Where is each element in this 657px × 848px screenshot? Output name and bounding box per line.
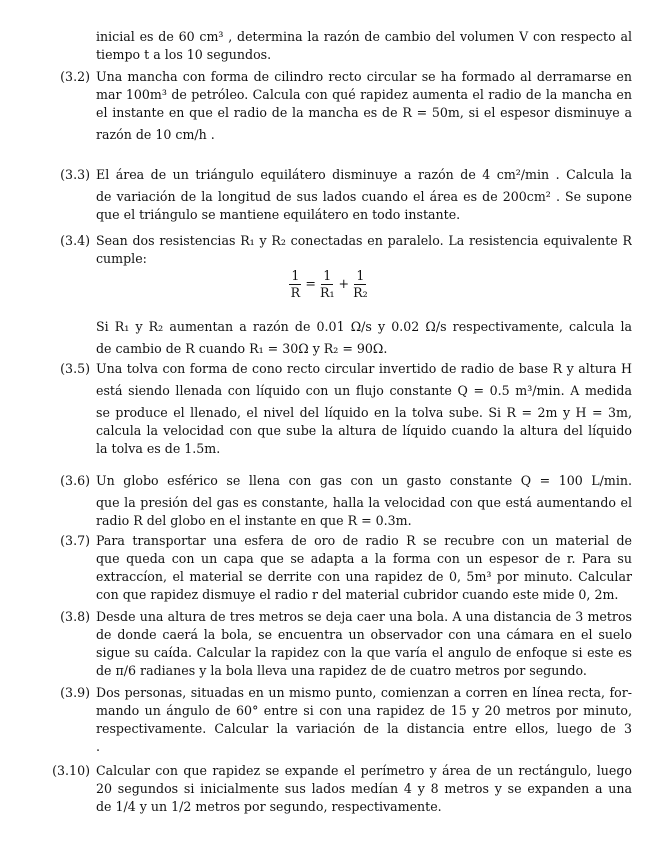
problem-number: (3.10) bbox=[52, 763, 90, 778]
text-line: Una mancha con forma de cilindro recto circular se ha formado al derramarse en bbox=[96, 69, 632, 84]
text-line: Una tolva con forma de cono recto circular invertido de radio de base R y altura H bbox=[96, 361, 632, 376]
problem-number: (3.9) bbox=[60, 685, 90, 700]
problem-number: (3.3) bbox=[60, 167, 90, 182]
text-line: Calcular con que rapidez se expande el perímetro y área de un rectángulo, luego bbox=[96, 763, 632, 778]
text-line: de π/6 radianes y la bola lleva una rapidez de de cuatro metros por segundo. bbox=[96, 663, 587, 678]
denominator: R bbox=[290, 285, 301, 300]
text-line: de donde caerá la bola, se encuentra un observador con una cámara en el suelo bbox=[96, 627, 632, 642]
text-line: inicial es de 60 cm³ , determina la razón de cambio del volumen V con respecto al bbox=[96, 29, 632, 44]
problem-number: (3.6) bbox=[60, 473, 90, 488]
text-line: Sean dos resistencias R₁ y R₂ conectadas en paralelo. La resistencia equivalente R bbox=[96, 233, 632, 248]
problem-number: (3.5) bbox=[60, 361, 90, 376]
text-line: de cambio de R cuando R₁ = 30Ω y R₂ = 90Ω. bbox=[96, 341, 388, 356]
text-line: Dos personas, situadas en un mismo punto, comienzan a corren en línea recta, for- bbox=[96, 685, 632, 700]
text-line: 20 segundos si inicialmente sus lados medían 4 y 8 metros y se expanden a una bbox=[96, 781, 632, 796]
numerator: 1 bbox=[356, 268, 365, 283]
fraction bbox=[353, 268, 368, 301]
problem-number: (3.8) bbox=[60, 609, 90, 624]
denominator: R₂ bbox=[353, 285, 368, 300]
plus-sign: + bbox=[338, 276, 350, 291]
numerator: 1 bbox=[291, 268, 300, 283]
text-line: que el triángulo se mantiene equilátero en todo instante. bbox=[96, 207, 461, 222]
problem-number: (3.4) bbox=[60, 233, 90, 248]
problem-number: (3.2) bbox=[60, 69, 90, 84]
text-line: respectivamente. Calcular la variación de la distancia entre ellos, luego de 3 bbox=[96, 721, 632, 736]
text-line: calcula la velocidad con que sube la altura de líquido cuando la altura del líquido bbox=[96, 423, 632, 438]
text-line: cumple: bbox=[96, 251, 147, 266]
text-line: Un globo esférico se llena con gas con un gasto constante Q = 100 L/min. bbox=[96, 473, 632, 488]
text-line: razón de 10 cm/h . bbox=[96, 127, 215, 142]
text-line: . bbox=[96, 739, 101, 754]
text-line: Si R₁ y R₂ aumentan a razón de 0.01 Ω/s y 0.02 Ω/s respectivamente, calcula la bbox=[96, 319, 632, 334]
denominator: R₁ bbox=[319, 285, 335, 300]
fraction bbox=[320, 268, 335, 301]
text-line: El área de un triángulo equilátero disminuye a razón de 4 cm²/min . Calcula la bbox=[96, 167, 632, 182]
text-line: el instante en que el radio de la mancha es de R = 50m, si el espesor disminuye a bbox=[96, 105, 632, 120]
text-line: radio R del globo en el instante en que R = 0.3m. bbox=[96, 513, 412, 528]
text-line: tiempo t a los 10 segundos. bbox=[96, 47, 272, 62]
parallel-resistance-formula bbox=[0, 268, 657, 308]
text-line: de 1/4 y un 1/2 metros por segundo, respectivamente. bbox=[96, 799, 442, 814]
text-line: que la presión del gas es constante, halla la velocidad con que está aumentando el bbox=[96, 495, 632, 510]
text-line: mar 100m³ de petróleo. Calcula con qué rapidez aumenta el radio de la mancha en bbox=[96, 87, 632, 102]
numerator: 1 bbox=[323, 268, 332, 283]
text-line: con que rapidez dismuye el radio r del material cubridor cuando este mide 0, 2m. bbox=[96, 587, 619, 602]
text-line: la tolva es de 1.5m. bbox=[96, 441, 221, 456]
equals-sign: = bbox=[305, 276, 316, 291]
text-line: extraccíon, el material se derrite con una rapidez de 0, 5m³ por minuto. Calcular bbox=[96, 569, 632, 584]
text-line: mando un ángulo de 60° entre si con una rapidez de 15 y 20 metros por minuto, bbox=[96, 703, 632, 718]
text-line: de variación de la longitud de sus lados cuando el área es de 200cm² . Se supone bbox=[96, 189, 632, 204]
fraction bbox=[289, 268, 301, 301]
text-line: Desde una altura de tres metros se deja caer una bola. A una distancia de 3 metros bbox=[96, 609, 632, 624]
text-line: Para transportar una esfera de oro de radio R se recubre con un material de bbox=[96, 533, 632, 548]
text-line: se produce el llenado, el nivel del líquido en la tolva sube. Si R = 2m y H = 3m, bbox=[96, 405, 632, 420]
problem-number: (3.7) bbox=[60, 533, 90, 548]
text-line: sigue su caída. Calcular la rapidez con la que varía el angulo de enfoque si este es bbox=[96, 645, 632, 660]
text-line: que queda con un capa que se adapta a la forma con un espesor de r. Para su bbox=[96, 551, 632, 566]
text-line: está siendo llenada con líquido con un flujo constante Q = 0.5 m³/min. A medida bbox=[96, 383, 632, 398]
